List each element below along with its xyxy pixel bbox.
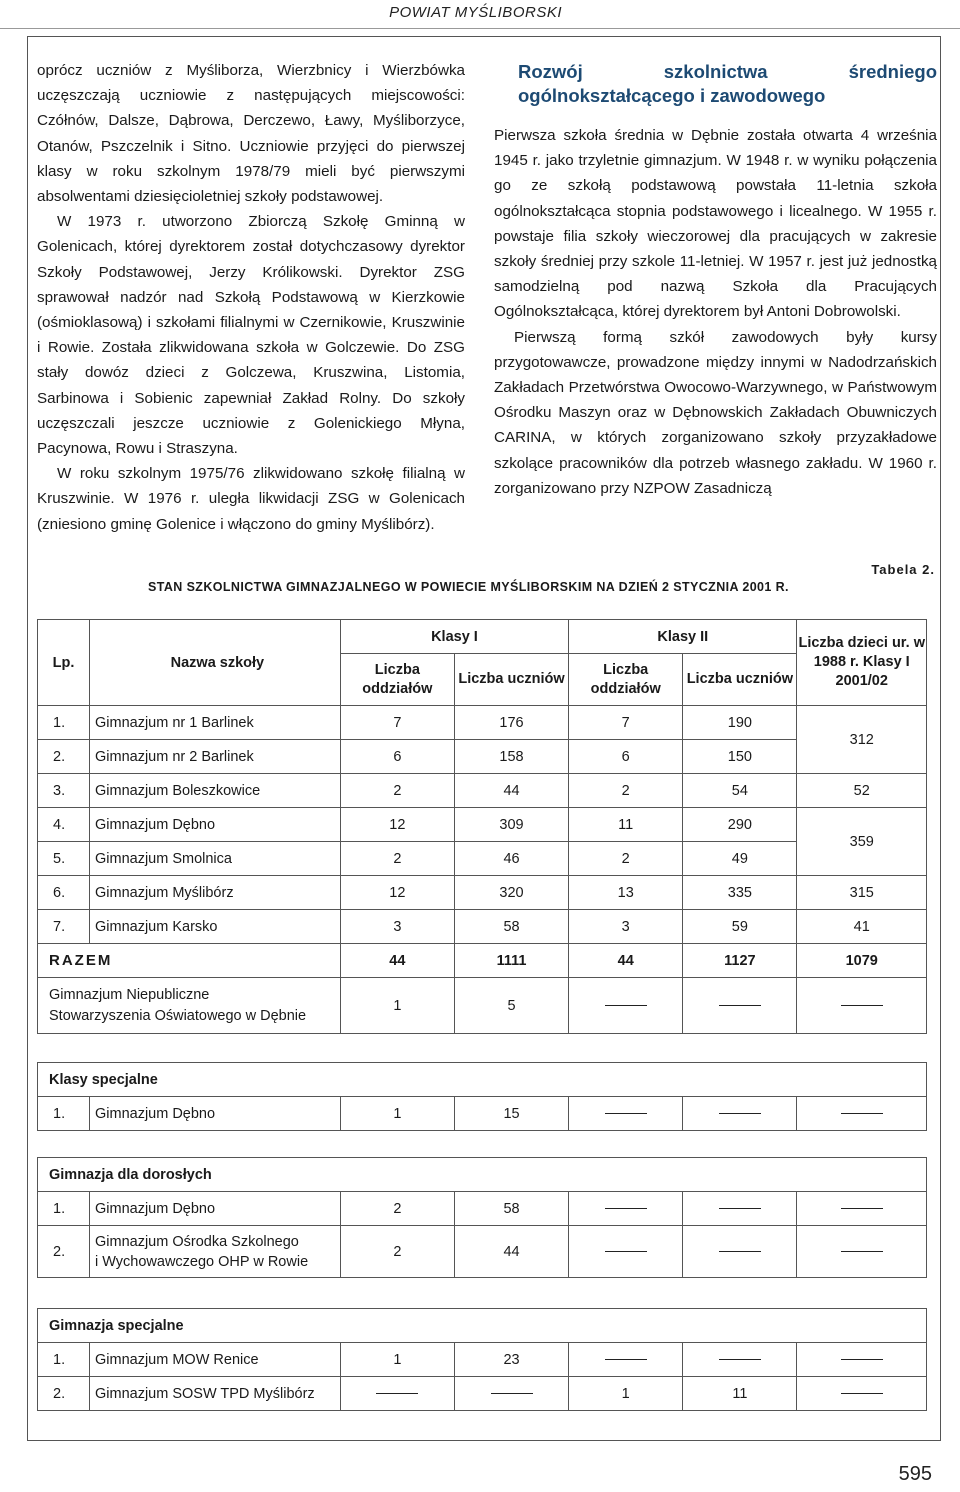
cell-value: 359 [797,808,927,876]
cell-value: 3 [340,910,454,944]
cell-dash [683,1097,797,1131]
cell-value: 5 [454,978,568,1034]
cell-lp: 6. [38,876,90,910]
cell-value: 13 [569,876,683,910]
cell-name: Gimnazjum Dębno [89,1097,340,1131]
table-row [38,978,927,1034]
table-row [38,774,927,808]
cell-value: 41 [797,910,927,944]
cell-dash [454,1377,568,1411]
cell-dash [797,1226,927,1278]
cell-value: 335 [683,876,797,910]
cell-value: 150 [683,740,797,774]
cell-value: 158 [454,740,568,774]
header-children: Liczba dzieci ur. w 1988 r. Klasy I 2001/02 [797,620,927,706]
section-title: Rozwój szkolnictwa średniego ogólnokształcącego i zawodowego [518,61,937,106]
header-students: Liczba uczniów [683,654,797,706]
total-label: RAZEM [38,944,341,978]
special-classes-table [37,1062,927,1131]
cell-value: 6 [569,740,683,774]
cell-value: 290 [683,808,797,842]
cell-lp: 2. [38,740,90,774]
cell-name: Gimnazjum Dębno [89,808,340,842]
table-title: STAN SZKOLNICTWA GIMNAZJALNEGO W POWIECIE MYŚLIBORSKIM NA DZIEŃ 2 STYCZNIA 2001 R. [148,580,789,594]
cell-value: 58 [454,910,568,944]
cell-lp: 1. [38,1097,90,1131]
cell-dash [797,1377,927,1411]
paragraph: W 1973 r. utworzono Zbiorczą Szkołę Gminną w Golenicach, której dyrektorem został dotychczasowy dyrektor Szkoły Podstawowej, Jerzy Królikowski. Dyrektor ZSG sprawował nadzór nad Szkołą Podstawową w Kierzkowie (ośmioklasową) i szkołami filialnymi w Czernikowie, Kruszwinie i Rowie. Została zlikwidowana szkoła w Golczewie. Do ZSG stały dowóz dzieci z Golczewa, Kruszwina, Listomia, Sarbinowa i Sobienic zapewniał Zakład Rolny. Do szkoły uczęszczali jeszcze uczniowie z Golenickiego Młyna, Pacynowa, Rowu i Straszyna. [37,213,465,458]
cell-lp: 4. [38,808,90,842]
cell-value: 44 [454,774,568,808]
name-line: Gimnazjum Niepubliczne [49,986,210,1003]
cell-value: 12 [340,808,454,842]
table-row [38,1343,927,1377]
cell-dash [569,978,683,1034]
cell-value: 7 [569,706,683,740]
cell-dash [683,978,797,1034]
cell-value: 2 [340,1192,454,1226]
cell-value: 312 [797,706,927,774]
cell-dash [797,1097,927,1131]
table-row [38,1377,927,1411]
header-class2: Klasy II [569,620,797,654]
cell-dash [569,1097,683,1131]
cell-name: Gimnazjum Boleszkowice [89,774,340,808]
header-students: Liczba uczniów [454,654,568,706]
cell-value: 2 [340,842,454,876]
cell-dash [797,1192,927,1226]
name-line: Stowarzyszenia Oświatowego w Dębnie [49,1007,307,1024]
table-row [38,1226,927,1278]
cell-value: 309 [454,808,568,842]
cell-value: 11 [569,808,683,842]
cell-name: Gimnazjum MOW Renice [89,1343,340,1377]
name-line: Gimnazjum Ośrodka Szkolnego [94,1233,299,1250]
cell-dash [683,1226,797,1278]
cell-value: 1079 [797,944,927,978]
cell-name: Gimnazjum nr 1 Barlinek [89,706,340,740]
header-name: Nazwa szkoły [89,620,340,706]
cell-lp: 5. [38,842,90,876]
schools-table [37,619,927,1034]
header-lp: Lp. [38,620,90,706]
table-row [38,1097,927,1131]
table-row [38,808,927,842]
cell-value: 11 [683,1377,797,1411]
paragraph: W roku szkolnym 1975/76 zlikwidowano szkołę filialną w Kruszwinie. W 1976 r. uległa likwidacji ZSG w Golenicach (zniesiono gminę Golenice i włączono do gminy Myślibórz). [37,465,465,533]
cell-dash [569,1226,683,1278]
paragraph: Pierwszą formą szkół zawodowych były kursy przygotowawcze, prowadzone między innymi w Nadodrzańskich Zakładach Przetwórstwa Owocowo-Warzywnego, w Państwowym Ośrodku Maszyn oraz w Dębnowskich Zakładach Obuwniczych CARINA, w których zorganizowano szkoły przyzakładowe szkolące pracowników dla potrzeb własnego zakładu. W 1960 r. zorganizowano przy NZPOW Zasadniczą [494,328,937,497]
table-row [38,706,927,740]
cell-lp: 7. [38,910,90,944]
cell-lp: 1. [38,1343,90,1377]
section-header-row [38,1309,927,1343]
table-label: Tabela 2. [871,562,935,577]
cell-dash [569,1192,683,1226]
cell-lp: 1. [38,1192,90,1226]
header-rule [0,28,960,29]
cell-value: 1 [340,978,454,1034]
cell-value: 44 [569,944,683,978]
cell-value: 6 [340,740,454,774]
paragraph: Pierwsza szkoła średnia w Dębnie została otwarta 4 września 1945 r. jako trzyletnie gimnazjum. W 1948 r. w wyniku połączenia go ze szkołą podstawową powstała 11-letnia szkoła ogólnokształcąca stopnia podstawowego i licealnego. W 1955 r. powstaje filia szkoły wieczorowej dla pracujących w zakresie szkoły średniej przy szkole 11-letniej. W 1957 r. jest już jednostką samodzielną pod nazwą Szkoła dla Pracujących Ogólnokształcąca, której dyrektorem był Antoni Dobrowolski. [494,127,937,321]
cell-name: Gimnazjum nr 2 Barlinek [89,740,340,774]
page-number: 595 [898,1463,932,1485]
cell-value: 49 [683,842,797,876]
cell-value: 12 [340,876,454,910]
header-class1: Klasy I [340,620,568,654]
table-row [38,876,927,910]
right-column [494,60,937,501]
cell-name: Gimnazjum Dębno [89,1192,340,1226]
header-sections: Liczba oddziałów [569,654,683,706]
cell-name [89,1226,340,1278]
cell-dash [683,1192,797,1226]
section-header-row [38,1063,927,1097]
cell-lp: 2. [38,1226,90,1278]
cell-value: 1 [569,1377,683,1411]
cell-value: 7 [340,706,454,740]
cell-lp: 2. [38,1377,90,1411]
cell-value: 23 [454,1343,568,1377]
cell-value: 3 [569,910,683,944]
adult-schools-table [37,1157,927,1278]
cell-name [38,978,341,1034]
cell-name: Gimnazjum Smolnica [89,842,340,876]
cell-name: Gimnazjum Myślibórz [89,876,340,910]
section-header-row [38,1158,927,1192]
cell-value: 44 [340,944,454,978]
section-title: Gimnazja specjalne [38,1309,927,1343]
cell-name: Gimnazjum Karsko [89,910,340,944]
cell-value: 2 [569,842,683,876]
cell-value: 58 [454,1192,568,1226]
cell-value: 190 [683,706,797,740]
header-sections: Liczba oddziałów [340,654,454,706]
cell-value: 52 [797,774,927,808]
cell-lp: 3. [38,774,90,808]
cell-value: 1 [340,1343,454,1377]
cell-value: 1111 [454,944,568,978]
table-row [38,842,927,876]
special-schools-table [37,1308,927,1411]
left-column [37,58,465,537]
cell-value: 320 [454,876,568,910]
cell-dash [683,1343,797,1377]
name-line: i Wychowawczego OHP w Rowie [94,1253,309,1270]
table-row [38,910,927,944]
table-row [38,1192,927,1226]
cell-value: 44 [454,1226,568,1278]
table-row [38,740,927,774]
cell-value: 176 [454,706,568,740]
running-title: POWIAT MYŚLIBORSKI [389,4,562,21]
section-title: Gimnazja dla dorosłych [38,1158,927,1192]
cell-lp: 1. [38,706,90,740]
cell-value: 1 [340,1097,454,1131]
cell-value: 315 [797,876,927,910]
cell-dash [569,1343,683,1377]
cell-name: Gimnazjum SOSW TPD Myślibórz [89,1377,340,1411]
section-title: Klasy specjalne [38,1063,927,1097]
cell-value: 46 [454,842,568,876]
cell-value: 2 [569,774,683,808]
total-row [38,944,927,978]
cell-dash [340,1377,454,1411]
cell-dash [797,978,927,1034]
cell-dash [797,1343,927,1377]
cell-value: 59 [683,910,797,944]
cell-value: 54 [683,774,797,808]
cell-value: 2 [340,774,454,808]
cell-value: 15 [454,1097,568,1131]
paragraph: oprócz uczniów z Myśliborza, Wierzbnicy i Wierzbówka uczęszczają uczniowie z następujących miejscowości: Czółnów, Dalsze, Dąbrowa, Derczewo, Ławy, Myśliborzyce, Otanów, Pszczelnik i Sitno. Uczniowie przyjęci do pierwszej klasy w roku szkolnym 1978/79 mieli być pierwszymi absolwentami dziesięcioletniej szkoły podstawowej. [37,62,465,206]
cell-value: 1127 [683,944,797,978]
cell-value: 2 [340,1226,454,1278]
